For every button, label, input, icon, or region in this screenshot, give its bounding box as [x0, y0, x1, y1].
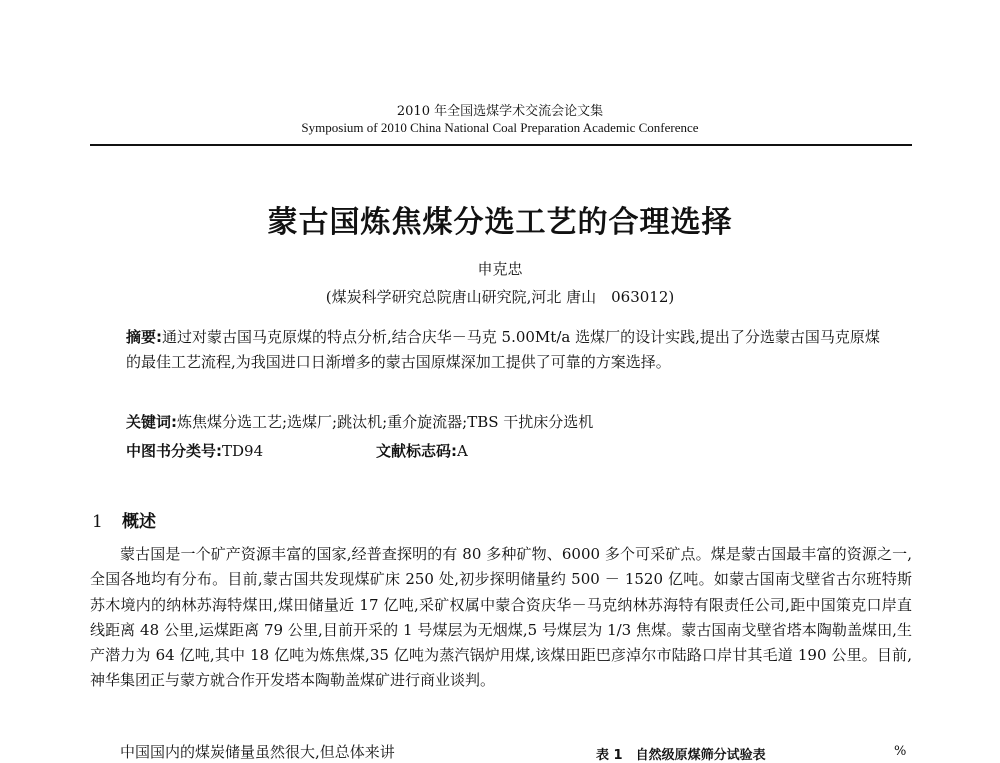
- table-unit: %: [894, 744, 907, 759]
- body-paragraph: 蒙古国是一个矿产资源丰富的国家,经普查探明的有 80 多种矿物、6000 多个可采矿点。煤是蒙古国最丰富的资源之一,全国各地均有分布。目前,蒙古国共发现煤矿床 250 处,初步探明储量约 500 － 1520 亿吨。如蒙古国南戈壁省古尔班特斯苏木境内的纳林苏海特煤田,煤田储量近 17 亿吨,采矿权属中蒙合资庆华－马克纳林苏海特有限责任公司,距中国策克口岸直线距离 48 公里,运煤距离 79 公里,目前开采的 1 号煤层为无烟煤,5 号煤层为 1/3 焦煤。蒙古国南戈壁省塔本陶勒盖煤田,生产潜力为 64 亿吨,其中 18 亿吨为炼焦煤,35 亿吨为蒸汽锅炉用煤,该煤田距巴彦淖尔市陆路口岸甘其毛道 190 公里。目前,神华集团正与蒙方就合作开发塔本陶勒盖煤矿进行商业谈判。: [90, 545, 912, 690]
- section-title: 概述: [122, 512, 156, 532]
- paper-title: 蒙古国炼焦煤分选工艺的合理选择: [267, 205, 733, 240]
- keywords-label: 关键词:: [126, 413, 177, 431]
- author: 申克忠: [477, 260, 523, 278]
- clc-value: TD94: [222, 442, 264, 460]
- doc-code-label: 文献标志码:: [376, 442, 457, 460]
- proceedings-title-cn: 2010 年全国选煤学术交流会论文集: [396, 104, 604, 119]
- keywords-text: 炼焦煤分选工艺;选煤厂;跳汰机;重介旋流器;TBS 干扰床分选机: [177, 413, 594, 431]
- abstract-label: 摘要:: [126, 328, 162, 346]
- section-number: 1: [92, 512, 103, 532]
- proceedings-title-en: Symposium of 2010 China National Coal Preparation Academic Conference: [301, 120, 699, 135]
- clc-label: 中图书分类号:: [126, 442, 222, 460]
- abstract: [126, 325, 884, 375]
- proceedings-header: [90, 104, 910, 136]
- table-caption: 表 1 自然级原煤筛分试验表: [596, 748, 766, 763]
- keywords: [126, 411, 886, 433]
- body-next-line: 中国国内的煤炭储量虽然很大,但总体来讲: [120, 743, 395, 761]
- section-heading: [92, 507, 156, 532]
- affiliation: (煤炭科学研究总院唐山研究院,河北 唐山 063012): [325, 288, 675, 306]
- abstract-text: 通过对蒙古国马克原煤的特点分析,结合庆华－马克 5.00Mt/a 选煤厂的设计实践,提出了分选蒙古国马克原煤的最佳工艺流程,为我国进口日渐增多的蒙古国原煤深加工提供了可靠的方案选择。: [126, 328, 880, 371]
- classification-line: [126, 440, 886, 462]
- doc-code-value: A: [457, 442, 468, 460]
- header-rule: [90, 144, 912, 146]
